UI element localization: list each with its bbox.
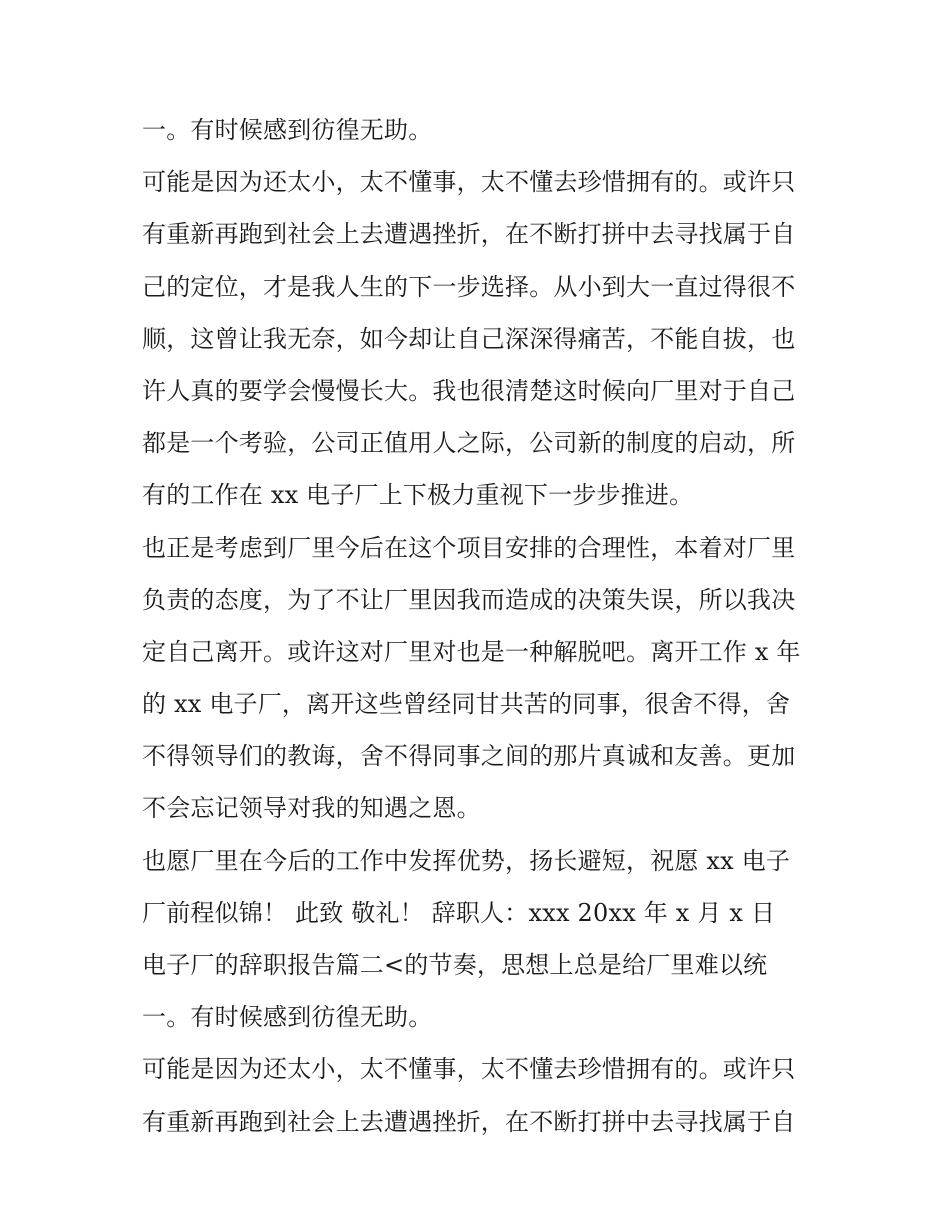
document-body xyxy=(142,108,822,1152)
text-line: 定自己离开。或许这对厂里对也是一种解脱吧。离开工作 x 年 xyxy=(142,637,801,666)
text-line: 电子厂的辞职报告篇二<的节奏，思想上总是给厂里难以统 xyxy=(142,951,768,979)
text-line: 也正是考虑到厂里今后在这个项目安排的合理性，本着对厂里 xyxy=(142,533,796,562)
text-line: 有重新再跑到社会上去遭遇挫折，在不断打拼中去寻找属于自 xyxy=(142,1107,796,1136)
text-line: 一。有时候感到彷徨无助。 xyxy=(142,116,433,144)
text-line: 都是一个考验，公司正值用人之际，公司新的制度的启动，所 xyxy=(142,429,796,458)
text-line: 一。有时候感到彷徨无助。 xyxy=(142,1003,433,1032)
text-line: 不会忘记领导对我的知遇之恩。 xyxy=(142,794,481,823)
text-line: 厂前程似锦！ 此致 敬礼！ 辞职人：xxx 20xx 年 x 月 x 日 xyxy=(142,898,776,927)
text-line: 许人真的要学会慢慢长大。我也很清楚这时候向厂里对于自己 xyxy=(142,376,796,405)
text-line: 顺，这曾让我无奈，如今却让自己深深得痛苦，不能自拔，也 xyxy=(142,324,796,353)
text-line: 可能是因为还太小，太不懂事，太不懂去珍惜拥有的。或许只 xyxy=(142,1055,796,1084)
text-line: 有的工作在 xx 电子厂上下极力重视下一步步推进。 xyxy=(142,481,694,510)
text-line: 有重新再跑到社会上去遭遇挫折，在不断打拼中去寻找属于自 xyxy=(142,220,796,249)
text-line: 负责的态度，为了不让厂里因我而造成的决策失误，所以我决 xyxy=(142,585,796,614)
text-line: 可能是因为还太小，太不懂事，太不懂去珍惜拥有的。或许只 xyxy=(142,168,796,197)
text-line: 的 xx 电子厂，离开这些曾经同甘共苦的同事，很舍不得，舍 xyxy=(142,690,791,719)
text-line: 己的定位，才是我人生的下一步选择。从小到大一直过得很不 xyxy=(142,272,796,301)
text-line: 也愿厂里在今后的工作中发挥优势，扬长避短，祝愿 xx 电子 xyxy=(142,846,791,875)
text-line: 不得领导们的教诲，舍不得同事之间的那片真诚和友善。更加 xyxy=(142,742,796,771)
